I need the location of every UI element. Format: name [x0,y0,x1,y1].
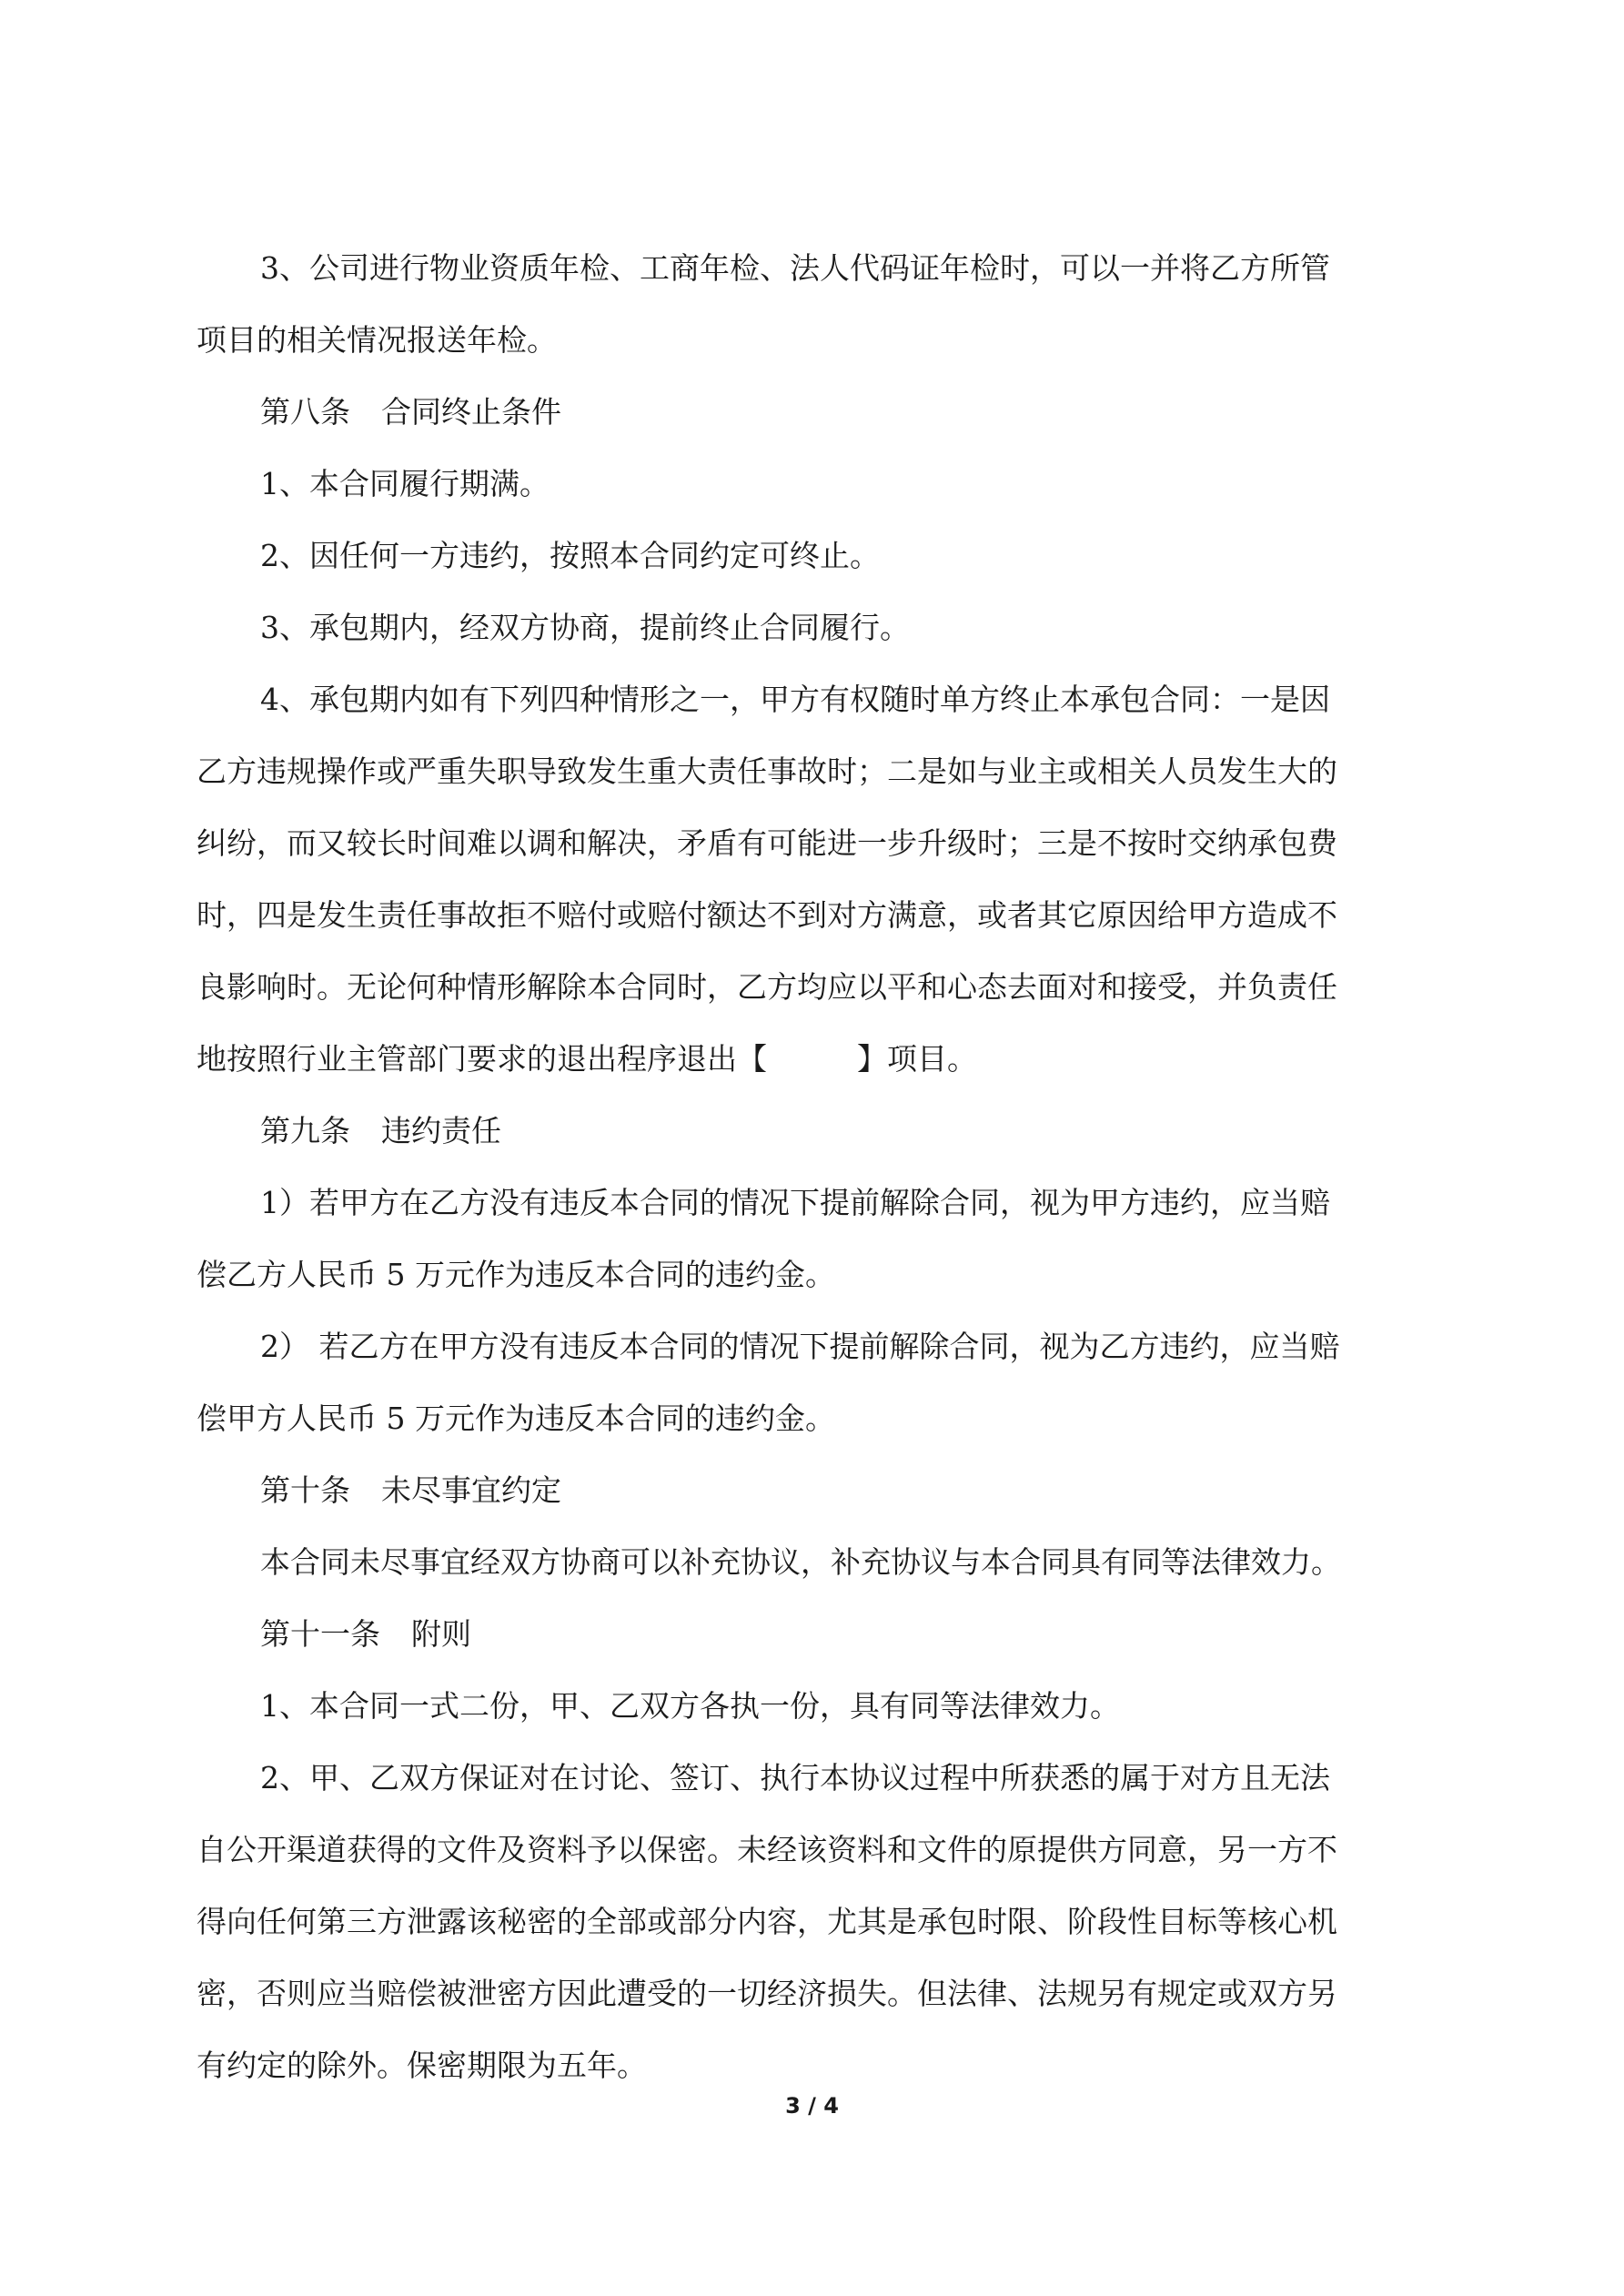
section-heading-title: 合同终止条件 [381,394,561,430]
section-heading [260,1598,1447,1670]
paragraph [197,232,1447,376]
paragraph-line: 项目的相关情况报送年检。 [197,322,557,358]
paragraph-line: 2、甲、乙双方保证对在讨论、签订、执行本协议过程中所获悉的属于对方且无法 [260,1760,1330,1795]
paragraph-line: 3、公司进行物业资质年检、工商年检、法人代码证年检时，可以一并将乙方所管 [260,250,1330,286]
section-heading-label: 第八条 [260,394,350,430]
paragraph [197,1167,1447,1310]
paragraph [197,663,1447,1095]
paragraph [260,520,1447,592]
paragraph-line: 2、因任何一方违约，按照本合同约定可终止。 [260,538,880,573]
section-heading [260,1454,1447,1526]
paragraph-line: 自公开渠道获得的文件及资料予以保密。未经该资料和文件的原提供方同意，另一方不 [197,1832,1337,1867]
paragraph-line: 良影响时。无论何种情形解除本合同时，乙方均应以平和心态去面对和接受，并负责任 [197,969,1337,1005]
paragraph [260,448,1447,520]
paragraph-line: 3、承包期内，经双方协商，提前终止合同履行。 [260,610,910,645]
paragraph-line: 纠纷，而又较长时间难以调和解决，矛盾有可能进一步升级时；三是不按时交纳承包费 [197,825,1337,861]
paragraph [260,1670,1447,1742]
page-number: 3 / 4 [785,2093,839,2119]
paragraph [197,1742,1447,2101]
paragraph-line: 时，四是发生责任事故拒不赔付或赔付额达不到对方满意，或者其它原因给甲方造成不 [197,897,1337,933]
paragraph-line: 乙方违规操作或严重失职导致发生重大责任事故时；二是如与业主或相关人员发生大的 [197,754,1337,789]
paragraph-line: 1、本合同履行期满。 [260,466,550,501]
paragraph-line: 1、本合同一式二份，甲、乙双方各执一份，具有同等法律效力。 [260,1688,1120,1724]
section-heading [260,376,1447,448]
paragraph-line: 4、承包期内如有下列四种情形之一，甲方有权随时单方终止本承包合同：一是因 [260,682,1330,717]
section-heading [260,1095,1447,1167]
section-heading-title: 违约责任 [381,1113,501,1148]
paragraph-line: 得向任何第三方泄露该秘密的全部或部分内容，尤其是承包时限、阶段性目标等核心机 [197,1904,1337,1939]
paragraph-line: 有约定的除外。保密期限为五年。 [197,2048,647,2083]
section-heading-label: 第九条 [260,1113,350,1148]
paragraph-line: 偿甲方人民币 5 万元作为违反本合同的违约金。 [197,1401,835,1436]
paragraph-line: 本合同未尽事宜经双方协商可以补充协议，补充协议与本合同具有同等法律效力。 [260,1544,1341,1580]
paragraph [260,592,1447,663]
paragraph-line: 地按照行业主管部门要求的退出程序退出【 】项目。 [197,1041,977,1077]
paragraph-line: 2） 若乙方在甲方没有违反本合同的情况下提前解除合同，视为乙方违约，应当赔 [260,1329,1340,1364]
section-heading-title: 未尽事宜约定 [381,1472,561,1508]
paragraph [197,1310,1447,1454]
paragraph-line: 偿乙方人民币 5 万元作为违反本合同的违约金。 [197,1257,835,1292]
document-body [197,232,1447,2101]
paragraph [260,1526,1447,1598]
paragraph-line: 密，否则应当赔偿被泄密方因此遭受的一切经济损失。但法律、法规另有规定或双方另 [197,1976,1337,2011]
section-heading-label: 第十一条 [260,1616,380,1652]
section-heading-title: 附则 [411,1616,471,1652]
section-heading-label: 第十条 [260,1472,350,1508]
paragraph-line: 1）若甲方在乙方没有违反本合同的情况下提前解除合同，视为甲方违约，应当赔 [260,1185,1330,1220]
